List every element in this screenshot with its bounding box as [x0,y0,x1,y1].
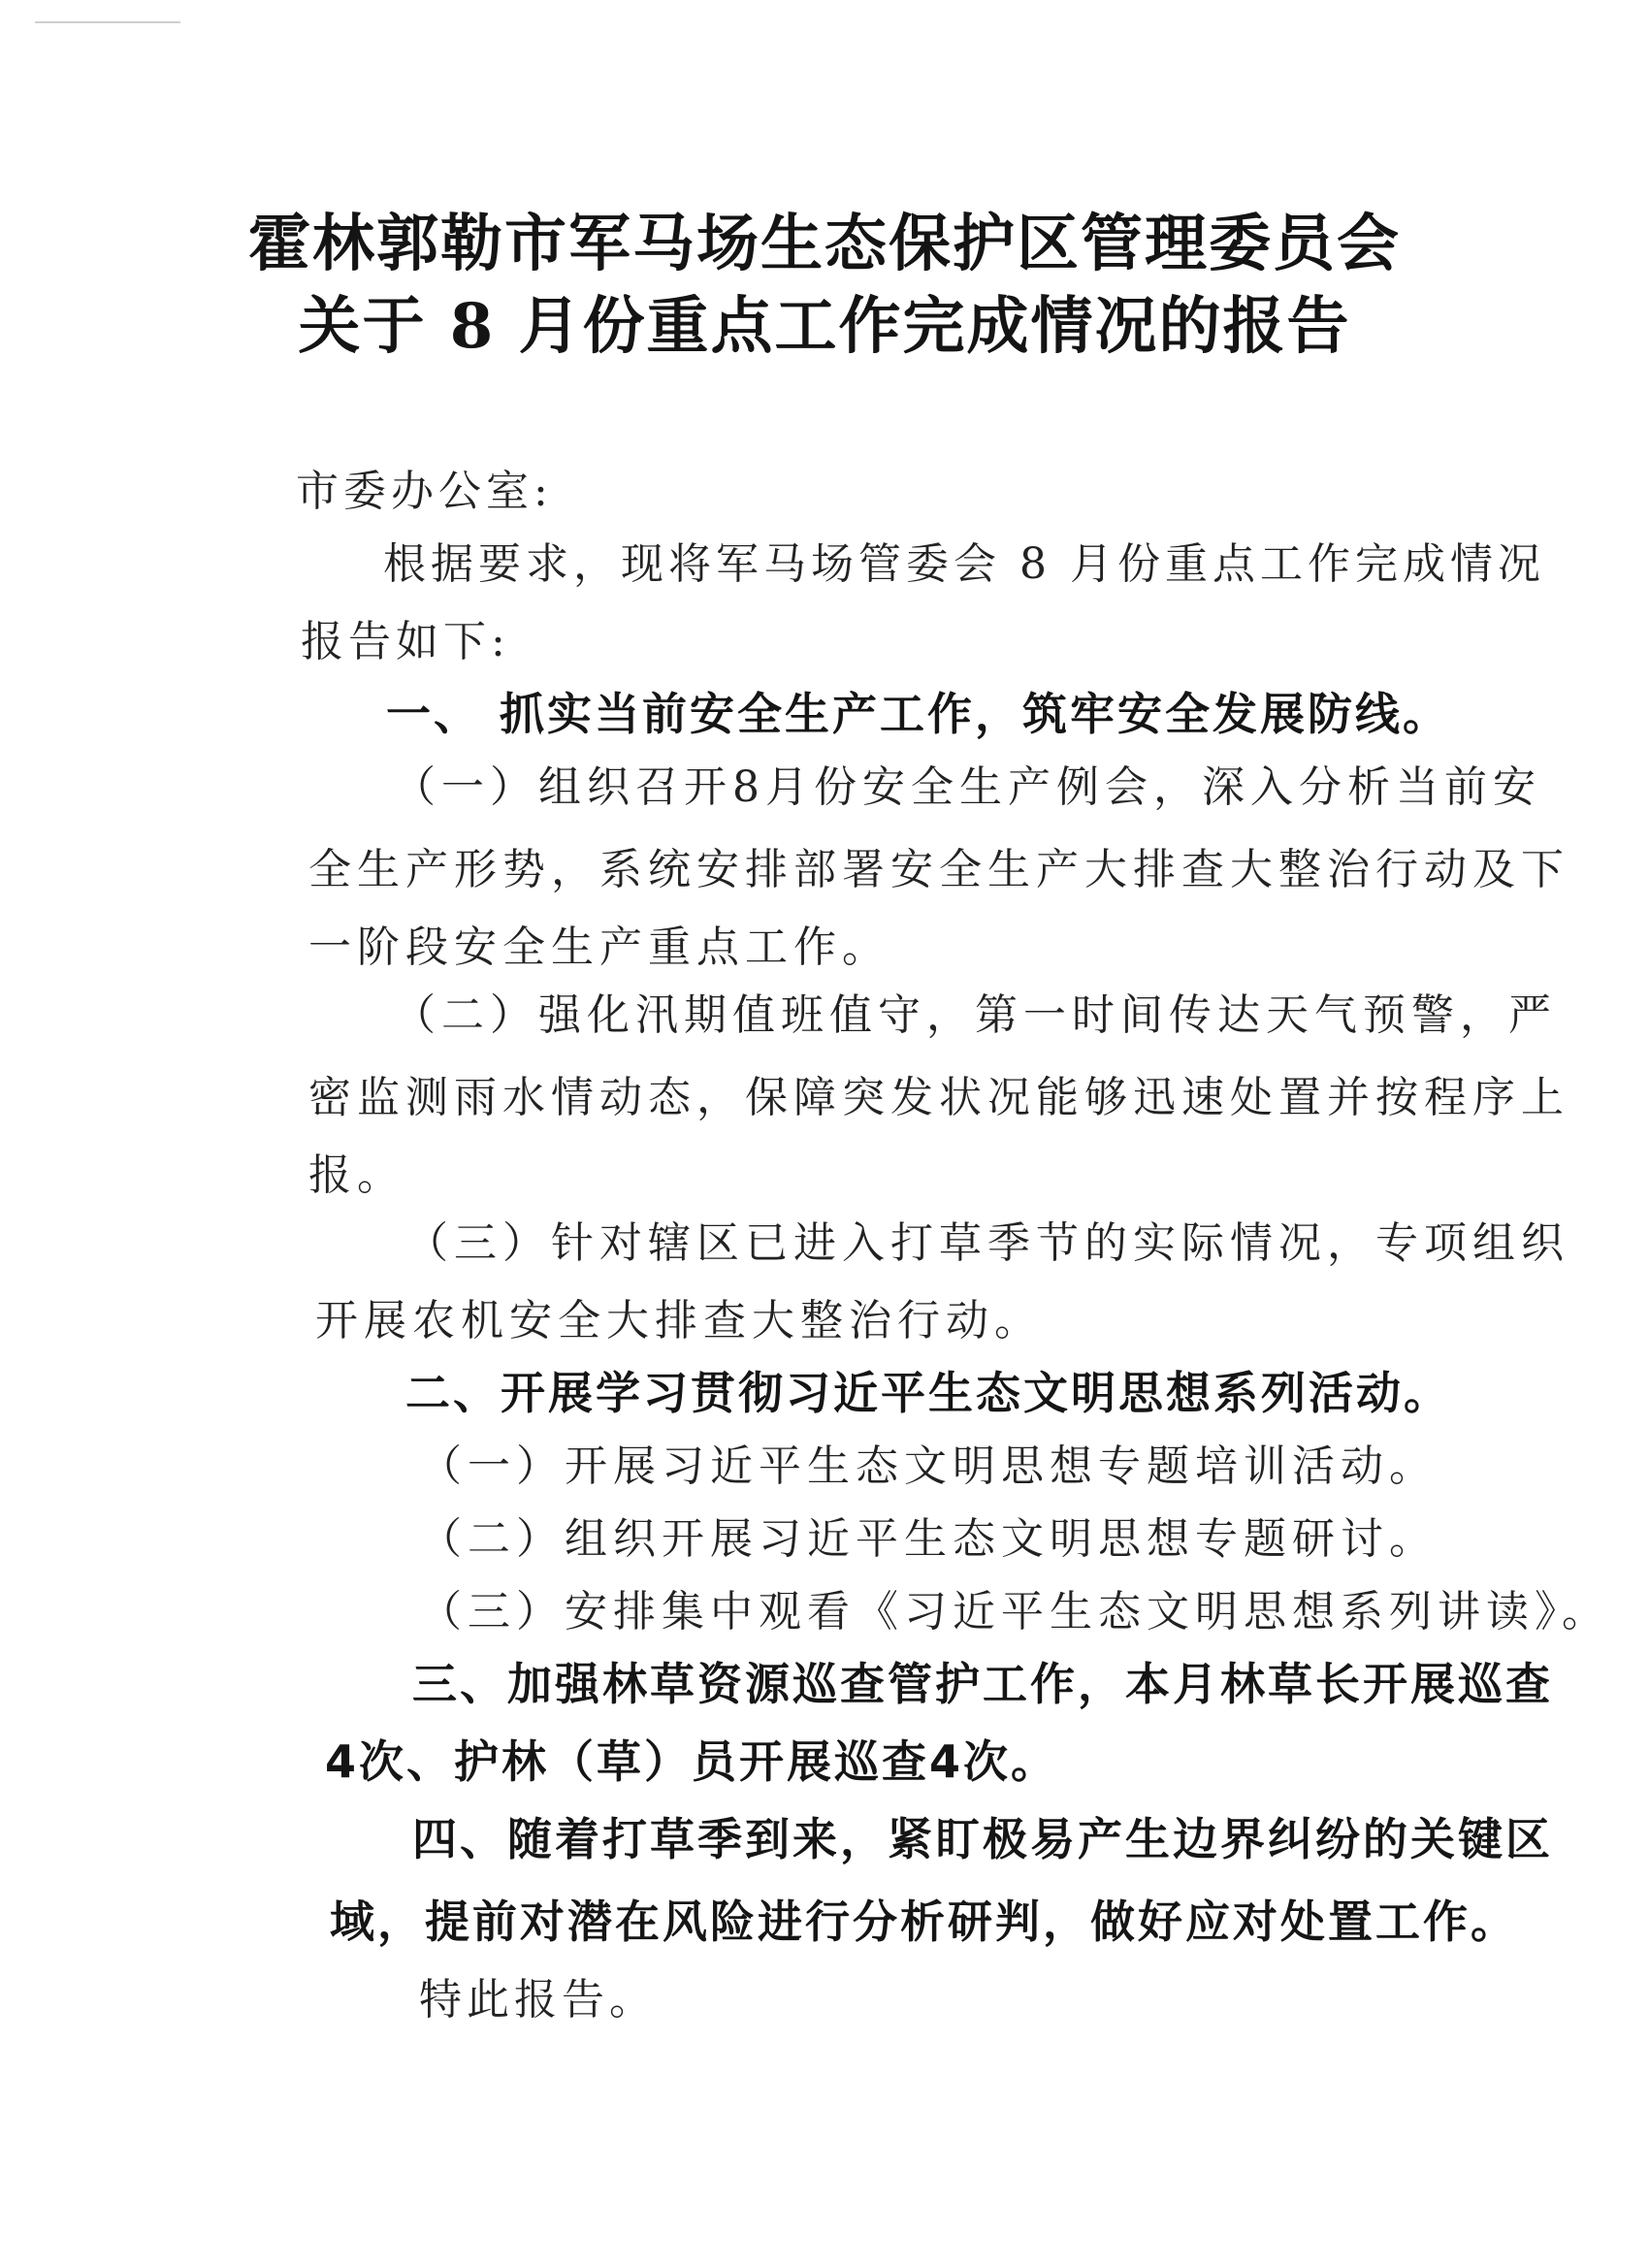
section-1-item-1-line-3: 一阶段安全生产重点工作。 [308,923,890,972]
section-1-item-2-line-2: 密监测雨水情动态，保障突发状况能够迅速处置并按程序上 [308,1073,1569,1122]
salutation: 市委办公室: [296,467,553,516]
intro-line-1: 根据要求，现将军马场管委会 8 月份重点工作完成情况 [383,539,1545,589]
section-4-line-2: 域，提前对潜在风险进行分析研判，做好应对处置工作。 [330,1895,1518,1948]
section-2-item-3: （三）安排集中观看《习近平生态文明思想系列讲读》。 [419,1587,1610,1636]
section-2-item-2: （二）组织开展习近平生态文明思想专题研讨。 [419,1514,1438,1564]
intro-line-2: 报告如下: [301,617,510,666]
section-1-heading: 一、 抓实当前安全生产工作，筑牢安全发展防线。 [386,688,1451,740]
section-1-item-2-line-3: 报。 [308,1150,405,1200]
section-1-item-3-line-1: （三）针对辖区已进入打草季节的实际情况，专项组织 [405,1218,1569,1268]
section-3-line-1: 三、加强林草资源巡查管护工作，本月林草长开展巡查 [412,1658,1553,1710]
closing-text: 特此报告。 [419,1975,657,2025]
section-3-line-2: 4次、护林（草）员开展巡查4次。 [325,1735,1059,1788]
section-4-line-1: 四、随着打草季到来，紧盯极易产生边界纠纷的关键区 [412,1813,1553,1865]
title-line-1: 霍林郭勒市军马场生态保护区管理委员会 [248,208,1401,280]
section-1-item-2-line-1: （二）强化汛期值班值守，第一时间传达天气预警，严 [393,990,1557,1040]
title-line-2: 关于 8 月份重点工作完成情况的报告 [298,290,1351,363]
section-2-item-1: （一）开展习近平生态文明思想专题培训活动。 [419,1442,1438,1491]
section-1-item-1-line-1: （一）组织召开8月份安全生产例会，深入分析当前安 [393,762,1541,812]
section-2-heading: 二、开展学习贯彻习近平生态文明思想系列活动。 [405,1367,1451,1419]
section-1-item-3-line-2: 开展农机安全大排查大整治行动。 [315,1296,1043,1345]
scan-edge-mark [35,21,180,23]
section-1-item-1-line-2: 全生产形势，系统安排部署安全生产大排查大整治行动及下 [308,845,1569,894]
